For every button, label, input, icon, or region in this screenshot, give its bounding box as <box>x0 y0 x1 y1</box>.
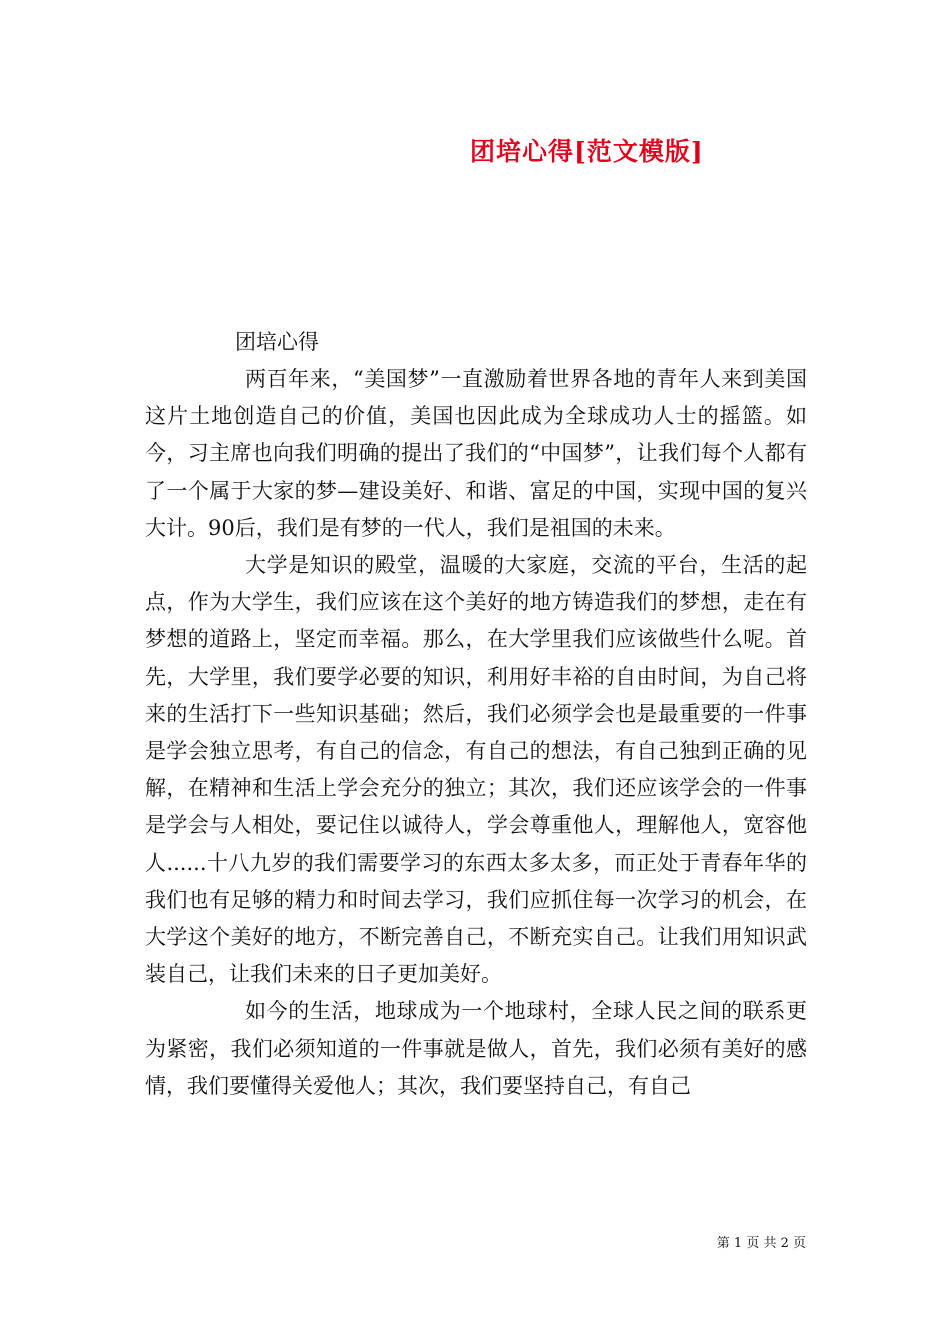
page-footer: 第 1 页 共 2 页 <box>716 1236 806 1251</box>
paragraph-2: 大学是知识的殿堂，温暖的大家庭，交流的平台，生活的起点，作为大学生，我们应该在这个美好的地方铸造我们的梦想，走在有梦想的道路上，坚定而幸福。那么，在大学里我们应该做些什么呢。首先，大学里，我们要学必要的知识，利用好丰裕的自由时间，为自己将来的生活打下一些知识基础；然后，我们必须学会也是最重要的一件事是学会独立思考，有自己的信念，有自己的想法，有自己独到正确的见解，在精神和生活上学会充分的独立；其次，我们还应该学会的一件事是学会与人相处，要记住以诚待人，学会尊重他人，理解他人，宽容他人......十八九岁的我们需要学习的东西太多太多，而正处于青春年华的我们也有足够的精力和时间去学习，我们应抓住每一次学习的机会，在大学这个美好的地方，不断完善自己，不断充实自己。让我们用知识武装自己，让我们未来的日子更加美好。 <box>145 553 807 987</box>
body-text <box>145 361 807 1105</box>
section-heading: 团培心得 <box>235 330 319 354</box>
paragraph-1: 两百年来，“美国梦”一直激励着世界各地的青年人来到美国这片土地创造自己的价值，美国也因此成为全球成功人士的摇篮。如今，习主席也向我们明确的提出了我们的“中国梦”，让我们每个人都有了一个属于大家的梦—建设美好、和谐、富足的中国，实现中国的复兴大计。90后，我们是有梦的一代人，我们是祖国的未来。 <box>145 367 807 540</box>
document-title: 团培心得[范文模版] <box>470 137 704 166</box>
paragraph-3: 如今的生活，地球成为一个地球村，全球人民之间的联系更为紧密，我们必须知道的一件事就是做人，首先，我们必须有美好的感情，我们要懂得关爱他人；其次，我们要坚持自己，有自己 <box>145 999 807 1098</box>
